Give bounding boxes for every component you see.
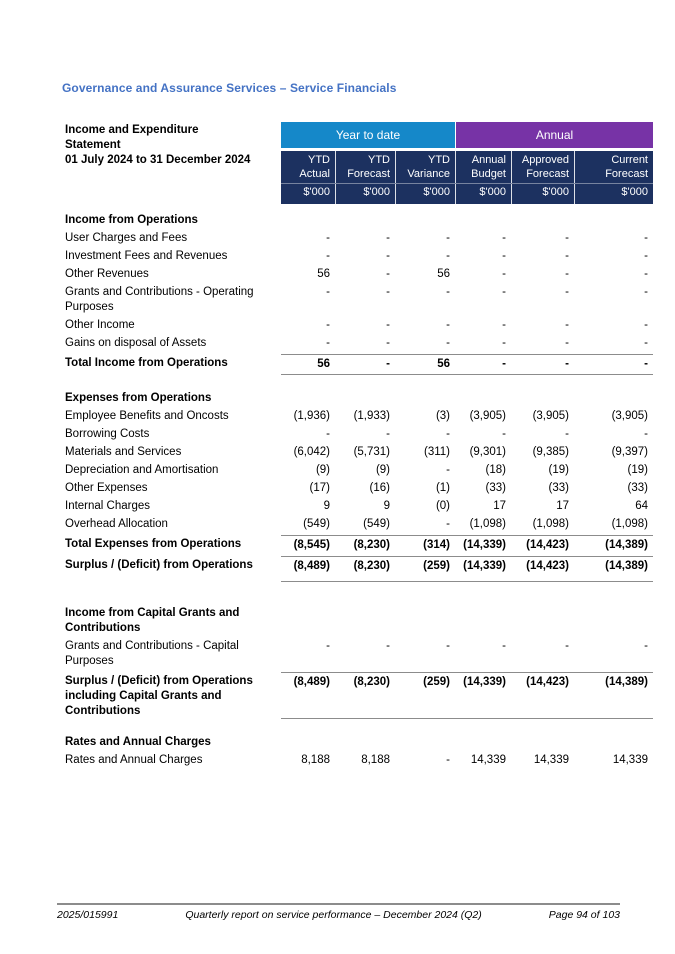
table-row xyxy=(65,463,653,478)
cell-value: (19) xyxy=(627,463,648,476)
row-label: Income from Operations xyxy=(65,213,198,226)
table-row xyxy=(65,517,653,532)
table-row xyxy=(65,285,653,315)
cell-value: (8,230) xyxy=(335,556,395,582)
cell-value: - xyxy=(386,427,390,440)
cell-value: (549) xyxy=(303,517,330,530)
row-label: Total Income from Operations xyxy=(65,356,228,369)
cell-value: - xyxy=(644,249,648,262)
row-label: Materials and Services xyxy=(65,445,182,458)
page-footer xyxy=(57,903,620,921)
cell-value: (3,905) xyxy=(611,409,648,422)
cell-value: - xyxy=(511,354,574,375)
table-row xyxy=(65,499,653,514)
cell-value: - xyxy=(565,639,569,652)
column-unit: $'000 xyxy=(303,186,330,198)
table-row xyxy=(65,639,653,669)
cell-value: - xyxy=(565,427,569,440)
cell-value: - xyxy=(502,267,506,280)
cell-value: (14,339) xyxy=(455,672,511,719)
table-row xyxy=(65,249,653,264)
cell-value: (9,385) xyxy=(532,445,569,458)
cell-value: - xyxy=(565,285,569,298)
column-header-line2: Forecast xyxy=(605,167,648,180)
cell-value: - xyxy=(644,318,648,331)
cell-value: (14,423) xyxy=(511,535,574,553)
cell-value: - xyxy=(644,231,648,244)
table-row xyxy=(65,481,653,496)
cell-value: - xyxy=(335,354,395,375)
cell-value: - xyxy=(326,285,330,298)
cell-value: - xyxy=(565,336,569,349)
column-header-line1: YTD xyxy=(428,154,450,166)
cell-value: - xyxy=(326,318,330,331)
cell-value: 56 xyxy=(395,354,455,375)
cell-value: (9,301) xyxy=(469,445,506,458)
cell-value: - xyxy=(326,231,330,244)
row-label: Surplus / (Deficit) from Operations including Capital Grants and Contributions xyxy=(65,674,253,717)
column-header-line1: YTD xyxy=(308,154,330,166)
cell-value: (311) xyxy=(424,445,450,458)
cell-value: (3,905) xyxy=(532,409,569,422)
cell-value: (33) xyxy=(627,481,648,494)
column-header xyxy=(511,151,574,183)
cell-value: - xyxy=(644,267,648,280)
row-label: Other Expenses xyxy=(65,481,148,494)
cell-value: - xyxy=(386,285,390,298)
table-row xyxy=(65,427,653,442)
cell-value: (1,098) xyxy=(469,517,506,530)
column-header-line1: Approved xyxy=(521,154,569,166)
row-label: Expenses from Operations xyxy=(65,391,212,404)
column-header xyxy=(574,151,653,183)
cell-value: 9 xyxy=(323,499,330,512)
cell-value: (33) xyxy=(548,481,569,494)
row-label: Gains on disposal of Assets xyxy=(65,336,207,349)
cell-value: - xyxy=(386,249,390,262)
cell-value: - xyxy=(446,249,450,262)
table-row xyxy=(65,753,653,768)
table-row xyxy=(65,445,653,460)
section-row xyxy=(65,213,653,228)
cell-value: (14,423) xyxy=(511,556,574,582)
cell-value: - xyxy=(565,318,569,331)
column-header-line2: Budget xyxy=(471,167,506,180)
row-label: Rates and Annual Charges xyxy=(65,753,203,766)
spacer-row xyxy=(65,722,653,735)
cell-value: (14,389) xyxy=(574,672,653,719)
column-header-line2: Forecast xyxy=(347,167,390,180)
cell-value: (314) xyxy=(395,535,455,553)
column-header xyxy=(335,151,395,183)
table-row xyxy=(65,231,653,246)
cell-value: (1,933) xyxy=(353,409,390,422)
column-header xyxy=(395,151,455,183)
table-row xyxy=(65,267,653,282)
cell-value: - xyxy=(326,336,330,349)
group-header-annual: Annual xyxy=(455,122,653,148)
group-header-row xyxy=(281,122,653,148)
cell-value: 14,339 xyxy=(533,753,569,766)
cell-value: - xyxy=(644,427,648,440)
column-unit: $'000 xyxy=(574,184,653,204)
cell-value: (9) xyxy=(315,463,330,476)
table-row xyxy=(65,409,653,424)
cell-value: (5,731) xyxy=(353,445,390,458)
cell-value: - xyxy=(386,318,390,331)
cell-value: (1) xyxy=(435,481,450,494)
cell-value: (14,389) xyxy=(574,556,653,582)
column-unit: $'000 xyxy=(511,184,574,204)
column-unit: $'000 xyxy=(395,184,455,204)
cell-value: (14,423) xyxy=(511,672,574,719)
cell-value: - xyxy=(326,427,330,440)
cell-value: - xyxy=(644,336,648,349)
row-label: Rates and Annual Charges xyxy=(65,735,211,748)
column-header-line2: Actual xyxy=(299,167,330,180)
cell-value: (16) xyxy=(369,481,390,494)
cell-value: 8,188 xyxy=(301,753,330,766)
cell-value: 56 xyxy=(437,267,450,280)
cell-value: - xyxy=(502,249,506,262)
cell-value: (3) xyxy=(435,409,450,422)
column-name-row xyxy=(281,151,653,183)
cell-value: - xyxy=(502,318,506,331)
cell-value: 56 xyxy=(317,267,330,280)
cell-value: - xyxy=(455,354,511,375)
table-row xyxy=(65,556,653,582)
cell-value: (8,545) xyxy=(281,535,335,553)
table-row xyxy=(65,336,653,351)
row-label: Grants and Contributions - Capital Purposes xyxy=(65,639,239,667)
cell-value: (8,230) xyxy=(335,535,395,553)
cell-value: (6,042) xyxy=(293,445,330,458)
cell-value: 9 xyxy=(383,499,390,512)
cell-value: - xyxy=(502,427,506,440)
cell-value: (14,389) xyxy=(574,535,653,553)
cell-value: - xyxy=(446,463,450,476)
cell-value: (1,936) xyxy=(293,409,330,422)
table-row xyxy=(65,535,653,553)
row-label: Borrowing Costs xyxy=(65,427,150,440)
row-label: Depreciation and Amortisation xyxy=(65,463,219,476)
cell-value: (1,098) xyxy=(611,517,648,530)
cell-value: - xyxy=(502,231,506,244)
row-label: Other Income xyxy=(65,318,135,331)
cell-value: (9,397) xyxy=(611,445,648,458)
row-label: User Charges and Fees xyxy=(65,231,188,244)
cell-value: - xyxy=(386,231,390,244)
cell-value: - xyxy=(565,267,569,280)
column-header-line2: Forecast xyxy=(526,167,569,180)
cell-value: (1,098) xyxy=(532,517,569,530)
row-label: Other Revenues xyxy=(65,267,149,280)
cell-value: - xyxy=(446,231,450,244)
cell-value: (549) xyxy=(363,517,390,530)
group-header-ytd: Year to date xyxy=(281,122,455,148)
cell-value: (8,489) xyxy=(281,556,335,582)
section-row xyxy=(65,606,653,636)
page-title: Governance and Assurance Services – Service Financials xyxy=(62,81,397,95)
footer-page-number: Page 94 of 103 xyxy=(548,909,620,921)
row-label: Grants and Contributions - Operating Purposes xyxy=(65,285,254,313)
section-row xyxy=(65,735,653,750)
row-label: Investment Fees and Revenues xyxy=(65,249,228,262)
cell-value: (18) xyxy=(485,463,506,476)
income-expenditure-table xyxy=(65,122,653,771)
table-row xyxy=(65,354,653,375)
cell-value: - xyxy=(574,354,653,375)
cell-value: - xyxy=(565,249,569,262)
cell-value: 14,339 xyxy=(612,753,648,766)
column-header-block xyxy=(281,151,653,204)
cell-value: - xyxy=(644,639,648,652)
cell-value: - xyxy=(386,267,390,280)
table-body xyxy=(65,213,653,768)
row-label: Income from Capital Grants and Contributions xyxy=(65,606,240,634)
table-header xyxy=(65,122,653,204)
table-stub xyxy=(65,122,281,204)
statement-period: 01 July 2024 to 31 December 2024 xyxy=(65,154,251,166)
cell-value: 64 xyxy=(635,499,648,512)
column-header-line1: Annual xyxy=(471,154,506,166)
cell-value: - xyxy=(446,318,450,331)
table-row xyxy=(65,672,653,719)
table-header-right xyxy=(281,122,653,204)
table-row xyxy=(65,318,653,333)
cell-value: (259) xyxy=(395,672,455,719)
cell-value: - xyxy=(446,517,450,530)
cell-value: - xyxy=(502,639,506,652)
cell-value: - xyxy=(326,249,330,262)
cell-value: (14,339) xyxy=(455,556,511,582)
column-header-line2: Variance xyxy=(407,167,450,180)
statement-title: Income and Expenditure Statement xyxy=(65,124,199,151)
spacer-row xyxy=(65,585,653,606)
cell-value: - xyxy=(644,285,648,298)
cell-value: 8,188 xyxy=(361,753,390,766)
cell-value: - xyxy=(326,639,330,652)
row-label: Overhead Allocation xyxy=(65,517,168,530)
cell-value: (8,230) xyxy=(335,672,395,719)
section-row xyxy=(65,391,653,406)
column-header-line1: Current xyxy=(611,154,648,166)
cell-value: (14,339) xyxy=(455,535,511,553)
row-label: Employee Benefits and Oncosts xyxy=(65,409,229,422)
column-unit-row xyxy=(281,183,653,204)
column-header-line1: YTD xyxy=(368,154,390,166)
cell-value: (8,489) xyxy=(281,672,335,719)
cell-value: (19) xyxy=(548,463,569,476)
cell-value: 17 xyxy=(493,499,506,512)
column-unit: $'000 xyxy=(335,184,395,204)
cell-value: - xyxy=(386,336,390,349)
cell-value: - xyxy=(502,285,506,298)
cell-value: - xyxy=(446,427,450,440)
cell-value: - xyxy=(446,639,450,652)
cell-value: - xyxy=(502,336,506,349)
footer-report-title: Quarterly report on service performance – December 2024 (Q2) xyxy=(185,909,482,921)
cell-value: - xyxy=(446,753,450,766)
cell-value: (0) xyxy=(435,499,450,512)
cell-value: 14,339 xyxy=(470,753,506,766)
column-unit: $'000 xyxy=(455,184,511,204)
cell-value: (259) xyxy=(395,556,455,582)
column-header xyxy=(455,151,511,183)
cell-value: - xyxy=(446,336,450,349)
footer-document-number: 2025/015991 xyxy=(57,909,119,921)
row-label: Internal Charges xyxy=(65,499,151,512)
column-header xyxy=(281,151,335,183)
cell-value: 56 xyxy=(281,354,335,375)
row-label: Surplus / (Deficit) from Operations xyxy=(65,558,253,571)
row-label: Total Expenses from Operations xyxy=(65,537,242,550)
cell-value: - xyxy=(565,231,569,244)
cell-value: (17) xyxy=(309,481,330,494)
cell-value: - xyxy=(446,285,450,298)
cell-value: (3,905) xyxy=(469,409,506,422)
cell-value: (33) xyxy=(485,481,506,494)
cell-value: 17 xyxy=(556,499,569,512)
spacer-row xyxy=(65,378,653,391)
cell-value: - xyxy=(386,639,390,652)
cell-value: (9) xyxy=(375,463,390,476)
